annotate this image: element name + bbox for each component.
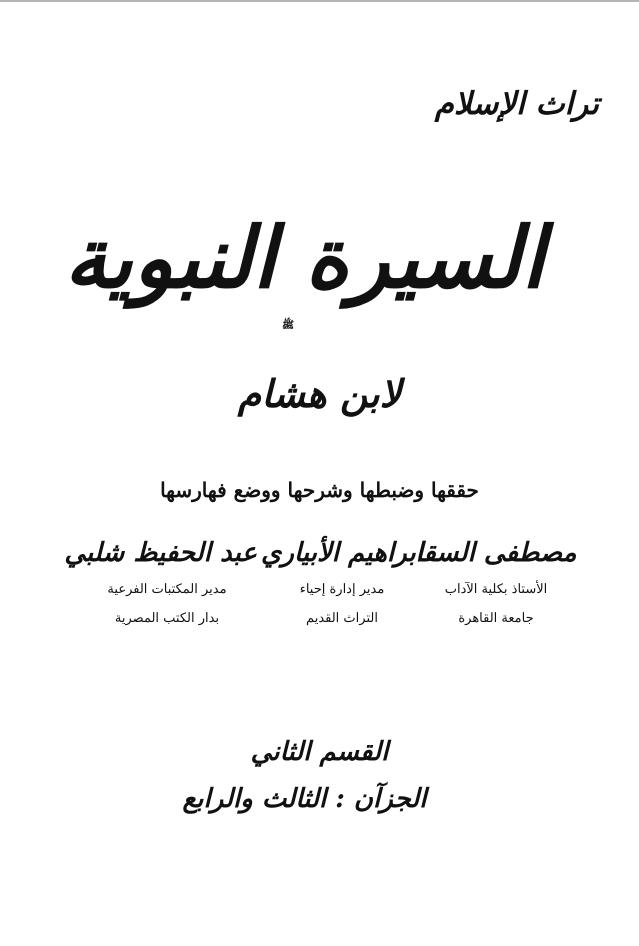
author-name: لابن هشام [237,371,402,416]
series-title: تراث الإسلام [434,86,599,122]
volumes-label: الجزآن : الثالث والرابع [182,784,427,814]
editor-role: مدير المكتبات الفرعية [107,582,227,597]
editor-affiliation: جامعة القاهرة [458,611,534,626]
editor-block [64,538,257,626]
editor-affiliation: التراث القديم [306,611,378,626]
editor-affiliation: بدار الكتب المصرية [114,611,220,626]
editorial-credit: حققها وضبطها وشرحها ووضع فهارسها [160,478,479,502]
editor-role: مدير إدارة إحياء [299,582,385,597]
editor-role: الأستاذ بكلية الآداب [444,582,548,597]
salutation-mark: ﷺ [282,320,295,331]
book-title: السيرة النبوية [64,208,545,307]
editor-block [252,538,432,626]
editor-name: ابراهيم الأبياري [261,538,423,568]
editor-block [406,538,586,626]
editor-name: مصطفى السقا [415,538,577,568]
part-label: القسم الثاني [250,737,389,767]
editor-name: عبد الحفيظ شلبي [64,538,257,568]
